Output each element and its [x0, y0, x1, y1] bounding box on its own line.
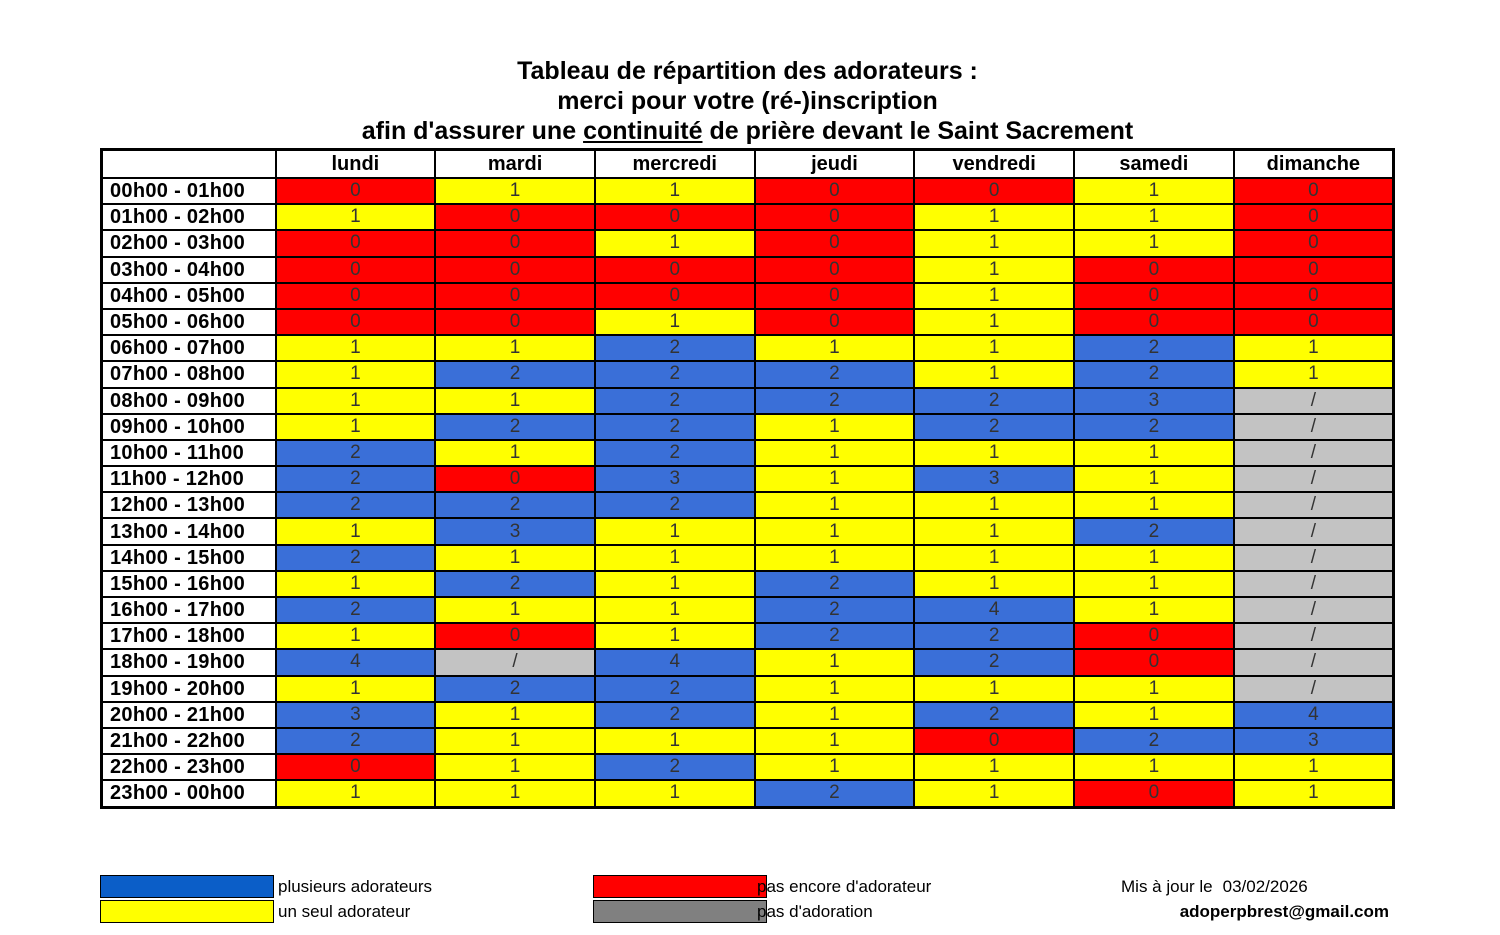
table-row: [102, 230, 1394, 256]
slot-cell: 0: [435, 466, 595, 492]
slot-cell: 0: [1074, 780, 1234, 807]
slot-cell: 1: [755, 335, 915, 361]
slot-cell: 0: [276, 283, 436, 309]
slot-cell: 0: [595, 257, 755, 283]
slot-cell: 2: [755, 623, 915, 649]
slot-cell: 1: [276, 780, 436, 807]
hour-slot-label: 05h00 - 06h00: [102, 309, 276, 335]
slot-cell: 1: [1234, 754, 1394, 780]
page-title: [100, 56, 1395, 146]
slot-cell: /: [1234, 466, 1394, 492]
slot-cell: 2: [914, 414, 1074, 440]
slot-cell: 2: [276, 466, 436, 492]
slot-cell: 1: [1234, 335, 1394, 361]
slot-cell: 0: [435, 204, 595, 230]
contact-email[interactable]: adoperpbrest@gmail.com: [1179, 902, 1389, 921]
slot-cell: 0: [1074, 309, 1234, 335]
slot-cell: 1: [914, 361, 1074, 387]
schedule-table: [100, 148, 1395, 809]
slot-cell: 1: [435, 597, 595, 623]
slot-cell: 1: [755, 414, 915, 440]
slot-cell: 0: [1234, 230, 1394, 256]
slot-cell: /: [1234, 597, 1394, 623]
slot-cell: 0: [276, 230, 436, 256]
hour-slot-label: 10h00 - 11h00: [102, 440, 276, 466]
slot-cell: 1: [276, 388, 436, 414]
slot-cell: 2: [914, 623, 1074, 649]
slot-cell: /: [1234, 518, 1394, 544]
table-row: [102, 335, 1394, 361]
hour-slot-label: 22h00 - 23h00: [102, 754, 276, 780]
table-row: [102, 728, 1394, 754]
slot-cell: 2: [755, 571, 915, 597]
slot-cell: 2: [595, 414, 755, 440]
slot-cell: 2: [914, 388, 1074, 414]
slot-cell: 0: [435, 283, 595, 309]
slot-cell: 0: [435, 257, 595, 283]
slot-cell: 4: [1234, 702, 1394, 728]
table-row: [102, 780, 1394, 807]
slot-cell: 2: [755, 780, 915, 807]
slot-cell: 1: [276, 623, 436, 649]
slot-cell: 1: [595, 623, 755, 649]
hour-slot-label: 23h00 - 00h00: [102, 780, 276, 807]
slot-cell: 1: [914, 309, 1074, 335]
slot-cell: 1: [755, 545, 915, 571]
slot-cell: 1: [435, 545, 595, 571]
slot-cell: 0: [755, 178, 915, 204]
slot-cell: 0: [914, 178, 1074, 204]
slot-cell: 2: [914, 649, 1074, 675]
table-row: [102, 204, 1394, 230]
table-row: [102, 178, 1394, 204]
slot-cell: /: [1234, 492, 1394, 518]
slot-cell: /: [1234, 440, 1394, 466]
slot-cell: /: [1234, 545, 1394, 571]
slot-cell: /: [1234, 571, 1394, 597]
hour-slot-label: 16h00 - 17h00: [102, 597, 276, 623]
slot-cell: 0: [755, 204, 915, 230]
slot-cell: 2: [276, 728, 436, 754]
hour-slot-label: 08h00 - 09h00: [102, 388, 276, 414]
slot-cell: 4: [595, 649, 755, 675]
day-header: mercredi: [595, 150, 755, 179]
slot-cell: 1: [276, 204, 436, 230]
slot-cell: 1: [435, 440, 595, 466]
slot-cell: 2: [595, 440, 755, 466]
slot-cell: 0: [1234, 283, 1394, 309]
table-row: [102, 361, 1394, 387]
slot-cell: 1: [1074, 204, 1234, 230]
slot-cell: 1: [914, 571, 1074, 597]
slot-cell: 2: [595, 335, 755, 361]
slot-cell: 0: [276, 754, 436, 780]
slot-cell: 1: [595, 571, 755, 597]
slot-cell: 0: [755, 230, 915, 256]
header-row: [102, 150, 1394, 179]
slot-cell: 3: [435, 518, 595, 544]
slot-cell: 1: [595, 230, 755, 256]
slot-cell: 1: [276, 335, 436, 361]
hour-slot-label: 06h00 - 07h00: [102, 335, 276, 361]
day-header: samedi: [1074, 150, 1234, 179]
slot-cell: 1: [1074, 492, 1234, 518]
title-line-2: merci pour votre (ré-)inscription: [557, 87, 938, 115]
table-row: [102, 597, 1394, 623]
slot-cell: 1: [914, 230, 1074, 256]
table-row: [102, 545, 1394, 571]
slot-cell: 0: [1074, 649, 1234, 675]
slot-cell: 1: [755, 466, 915, 492]
slot-cell: 1: [1234, 361, 1394, 387]
slot-cell: 1: [595, 780, 755, 807]
slot-cell: 0: [276, 309, 436, 335]
slot-cell: 0: [914, 728, 1074, 754]
hour-slot-label: 20h00 - 21h00: [102, 702, 276, 728]
slot-cell: /: [1234, 676, 1394, 702]
slot-cell: 0: [1234, 204, 1394, 230]
slot-cell: 2: [755, 361, 915, 387]
slot-cell: 1: [276, 676, 436, 702]
slot-cell: 2: [755, 597, 915, 623]
slot-cell: 2: [595, 492, 755, 518]
table-row: [102, 676, 1394, 702]
legend-label-single: un seul adorateur: [278, 902, 411, 921]
slot-cell: 1: [1074, 754, 1234, 780]
slot-cell: 1: [755, 702, 915, 728]
hour-slot-label: 02h00 - 03h00: [102, 230, 276, 256]
slot-cell: 1: [595, 309, 755, 335]
slot-cell: 2: [435, 492, 595, 518]
slot-cell: 0: [1074, 623, 1234, 649]
slot-cell: 1: [435, 780, 595, 807]
slot-cell: 0: [435, 230, 595, 256]
legend-label-no-adoration: pas d'adoration: [757, 902, 873, 921]
slot-cell: 1: [914, 545, 1074, 571]
slot-cell: 2: [595, 702, 755, 728]
slot-cell: 2: [1074, 728, 1234, 754]
slot-cell: 1: [914, 204, 1074, 230]
slot-cell: 0: [276, 178, 436, 204]
slot-cell: 2: [1074, 518, 1234, 544]
title-underlined-word: continuité: [583, 117, 703, 145]
update-date: 03/02/2026: [1222, 877, 1308, 896]
slot-cell: 1: [276, 414, 436, 440]
title-line-1: Tableau de répartition des adorateurs :: [517, 57, 978, 85]
table-row: [102, 649, 1394, 675]
slot-cell: 0: [755, 257, 915, 283]
table-row: [102, 623, 1394, 649]
day-header: jeudi: [755, 150, 915, 179]
legend-swatch-several: [100, 875, 274, 898]
hour-slot-label: 15h00 - 16h00: [102, 571, 276, 597]
slot-cell: 1: [1074, 230, 1234, 256]
slot-cell: 4: [276, 649, 436, 675]
slot-cell: 1: [276, 571, 436, 597]
slot-cell: 2: [1074, 414, 1234, 440]
slot-cell: 2: [595, 754, 755, 780]
slot-cell: 0: [1074, 257, 1234, 283]
slot-cell: 1: [755, 492, 915, 518]
hour-slot-label: 21h00 - 22h00: [102, 728, 276, 754]
slot-cell: 1: [435, 728, 595, 754]
slot-cell: 0: [1234, 257, 1394, 283]
slot-cell: 1: [914, 492, 1074, 518]
slot-cell: 1: [755, 649, 915, 675]
slot-cell: 1: [1074, 545, 1234, 571]
slot-cell: 0: [1234, 309, 1394, 335]
slot-cell: 1: [435, 754, 595, 780]
slot-cell: /: [1234, 649, 1394, 675]
slot-cell: 1: [435, 702, 595, 728]
table-row: [102, 309, 1394, 335]
day-header: mardi: [435, 150, 595, 179]
hour-slot-label: 00h00 - 01h00: [102, 178, 276, 204]
slot-cell: 1: [435, 178, 595, 204]
slot-cell: 0: [755, 309, 915, 335]
slot-cell: 2: [435, 414, 595, 440]
slot-cell: 1: [914, 283, 1074, 309]
slot-cell: 2: [276, 597, 436, 623]
slot-cell: 1: [755, 754, 915, 780]
slot-cell: 1: [276, 361, 436, 387]
table-row: [102, 466, 1394, 492]
slot-cell: 1: [595, 597, 755, 623]
slot-cell: 1: [595, 518, 755, 544]
slot-cell: 1: [1074, 597, 1234, 623]
hour-slot-label: 11h00 - 12h00: [102, 466, 276, 492]
slot-cell: 1: [1074, 676, 1234, 702]
title-line-3-end: de prière devant le Saint Sacrement: [702, 117, 1134, 145]
legend-swatch-single: [100, 900, 274, 923]
slot-cell: 1: [914, 676, 1074, 702]
hour-slot-label: 14h00 - 15h00: [102, 545, 276, 571]
hour-slot-label: 09h00 - 10h00: [102, 414, 276, 440]
title-line-3: [100, 116, 1395, 146]
slot-cell: 0: [1074, 283, 1234, 309]
hour-slot-label: 07h00 - 08h00: [102, 361, 276, 387]
slot-cell: 2: [595, 388, 755, 414]
slot-cell: 3: [1234, 728, 1394, 754]
slot-cell: 2: [755, 388, 915, 414]
day-header: dimanche: [1234, 150, 1394, 179]
slot-cell: 1: [914, 440, 1074, 466]
slot-cell: 1: [755, 518, 915, 544]
legend-swatch-none-yet: [593, 875, 767, 898]
table-row: [102, 388, 1394, 414]
slot-cell: 2: [276, 440, 436, 466]
last-update: [1121, 876, 1308, 898]
slot-cell: /: [1234, 414, 1394, 440]
slot-cell: 3: [276, 702, 436, 728]
slot-cell: 4: [914, 597, 1074, 623]
hour-slot-label: 13h00 - 14h00: [102, 518, 276, 544]
slot-cell: 3: [595, 466, 755, 492]
day-header: lundi: [276, 150, 436, 179]
title-line-3-start: afin d'assurer une: [361, 117, 584, 145]
hour-slot-label: 12h00 - 13h00: [102, 492, 276, 518]
table-row: [102, 754, 1394, 780]
hour-slot-label: 17h00 - 18h00: [102, 623, 276, 649]
slot-cell: 2: [435, 361, 595, 387]
day-header: vendredi: [914, 150, 1074, 179]
hour-slot-label: 04h00 - 05h00: [102, 283, 276, 309]
slot-cell: 0: [595, 283, 755, 309]
slot-cell: 1: [1074, 178, 1234, 204]
legend-label-none-yet: pas encore d'adorateur: [757, 877, 932, 896]
slot-cell: 1: [1234, 780, 1394, 807]
slot-cell: 1: [1074, 571, 1234, 597]
slot-cell: 0: [435, 623, 595, 649]
slot-cell: 2: [595, 361, 755, 387]
table-row: [102, 257, 1394, 283]
table-row: [102, 518, 1394, 544]
slot-cell: 1: [914, 257, 1074, 283]
slot-cell: 1: [914, 754, 1074, 780]
schedule-body: [102, 178, 1394, 807]
legend-swatch-no-adoration: [593, 900, 767, 923]
slot-cell: 1: [914, 780, 1074, 807]
corner-cell: [102, 150, 276, 179]
slot-cell: 1: [276, 518, 436, 544]
slot-cell: 1: [755, 440, 915, 466]
slot-cell: 1: [1074, 466, 1234, 492]
slot-cell: 1: [1074, 702, 1234, 728]
slot-cell: 2: [914, 702, 1074, 728]
table-row: [102, 283, 1394, 309]
slot-cell: 2: [276, 545, 436, 571]
slot-cell: /: [1234, 623, 1394, 649]
slot-cell: 1: [914, 335, 1074, 361]
slot-cell: 2: [1074, 335, 1234, 361]
legend-label-several: plusieurs adorateurs: [278, 877, 433, 896]
slot-cell: 1: [595, 178, 755, 204]
slot-cell: 2: [435, 571, 595, 597]
slot-cell: 2: [276, 492, 436, 518]
hour-slot-label: 18h00 - 19h00: [102, 649, 276, 675]
slot-cell: 0: [435, 309, 595, 335]
slot-cell: 1: [914, 518, 1074, 544]
slot-cell: /: [1234, 388, 1394, 414]
table-row: [102, 492, 1394, 518]
hour-slot-label: 03h00 - 04h00: [102, 257, 276, 283]
slot-cell: 3: [1074, 388, 1234, 414]
slot-cell: 0: [1234, 178, 1394, 204]
slot-cell: 3: [914, 466, 1074, 492]
slot-cell: 1: [435, 335, 595, 361]
slot-cell: 0: [276, 257, 436, 283]
slot-cell: 1: [755, 676, 915, 702]
table-row: [102, 414, 1394, 440]
slot-cell: 2: [595, 676, 755, 702]
slot-cell: 1: [755, 728, 915, 754]
slot-cell: 0: [755, 283, 915, 309]
slot-cell: 1: [435, 388, 595, 414]
slot-cell: 0: [595, 204, 755, 230]
slot-cell: 2: [1074, 361, 1234, 387]
slot-cell: 1: [595, 545, 755, 571]
table-row: [102, 440, 1394, 466]
table-row: [102, 702, 1394, 728]
hour-slot-label: 01h00 - 02h00: [102, 204, 276, 230]
slot-cell: 2: [435, 676, 595, 702]
slot-cell: 1: [595, 728, 755, 754]
slot-cell: 1: [1074, 440, 1234, 466]
table-row: [102, 571, 1394, 597]
update-label: Mis à jour le: [1121, 877, 1213, 896]
slot-cell: /: [435, 649, 595, 675]
hour-slot-label: 19h00 - 20h00: [102, 676, 276, 702]
